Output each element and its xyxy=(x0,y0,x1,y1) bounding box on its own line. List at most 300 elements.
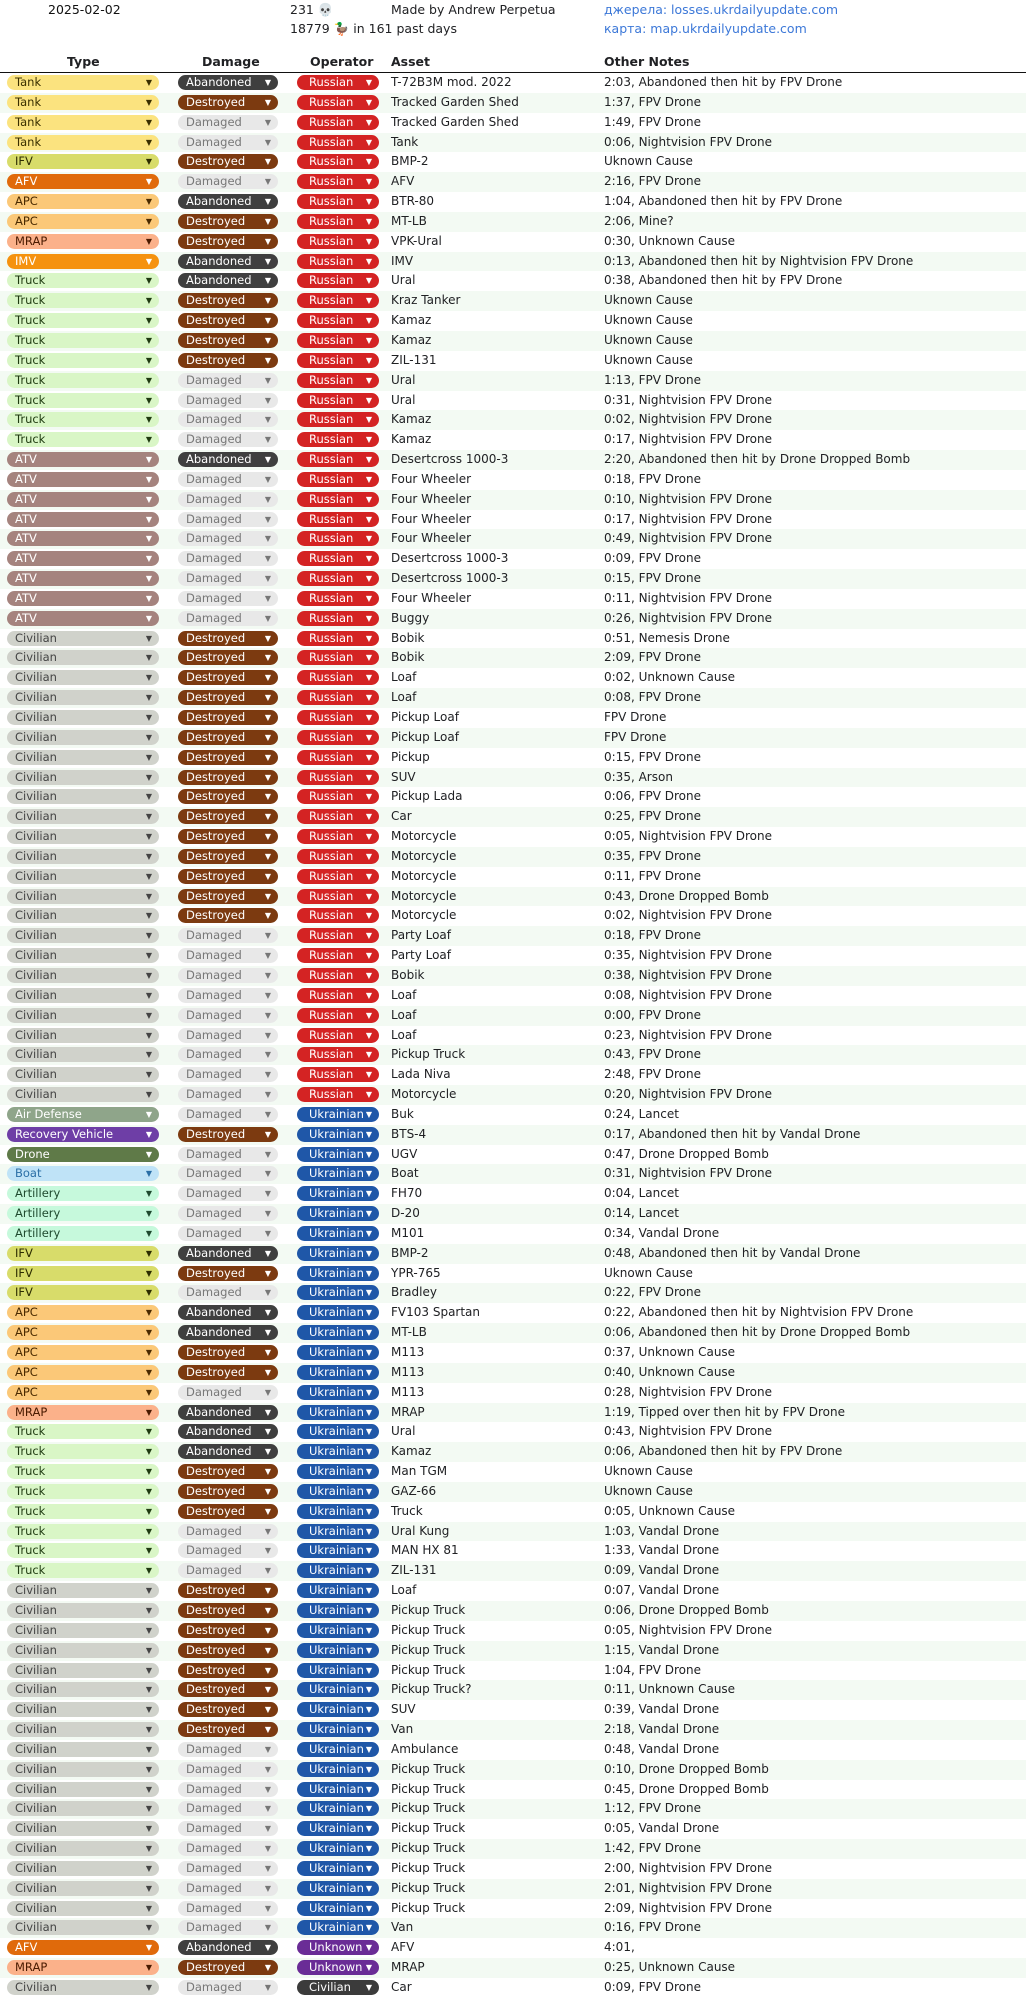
type-select[interactable] xyxy=(7,710,159,725)
damage-select[interactable] xyxy=(178,214,278,229)
operator-select[interactable] xyxy=(297,1127,379,1142)
damage-select[interactable] xyxy=(178,512,278,527)
damage-select[interactable] xyxy=(178,432,278,447)
damage-select[interactable] xyxy=(178,293,278,308)
operator-select[interactable] xyxy=(297,1563,379,1578)
damage-select[interactable] xyxy=(178,650,278,665)
operator-select[interactable] xyxy=(297,154,379,169)
operator-select[interactable] xyxy=(297,214,379,229)
operator-select[interactable] xyxy=(297,1980,379,1995)
type-select[interactable] xyxy=(7,194,159,209)
type-select[interactable] xyxy=(7,1067,159,1082)
operator-select[interactable] xyxy=(297,1325,379,1340)
operator-select[interactable] xyxy=(297,1543,379,1558)
type-select[interactable] xyxy=(7,313,159,328)
damage-select[interactable] xyxy=(178,1821,278,1836)
type-select[interactable] xyxy=(7,1901,159,1916)
damage-select[interactable] xyxy=(178,1543,278,1558)
operator-select[interactable] xyxy=(297,1047,379,1062)
operator-select[interactable] xyxy=(297,551,379,566)
operator-select[interactable] xyxy=(297,1801,379,1816)
column-header-operator[interactable]: Operator xyxy=(310,54,374,69)
type-select[interactable] xyxy=(7,1087,159,1102)
type-select[interactable] xyxy=(7,551,159,566)
operator-select[interactable] xyxy=(297,1603,379,1618)
damage-select[interactable] xyxy=(178,135,278,150)
operator-select[interactable] xyxy=(297,1365,379,1380)
type-select[interactable] xyxy=(7,1524,159,1539)
operator-select[interactable] xyxy=(297,948,379,963)
type-select[interactable] xyxy=(7,988,159,1003)
operator-select[interactable] xyxy=(297,353,379,368)
type-select[interactable] xyxy=(7,1603,159,1618)
operator-select[interactable] xyxy=(297,194,379,209)
damage-select[interactable] xyxy=(178,234,278,249)
operator-select[interactable] xyxy=(297,1583,379,1598)
damage-select[interactable] xyxy=(178,1345,278,1360)
damage-select[interactable] xyxy=(178,393,278,408)
operator-select[interactable] xyxy=(297,1722,379,1737)
damage-select[interactable] xyxy=(178,412,278,427)
type-select[interactable] xyxy=(7,531,159,546)
damage-select[interactable] xyxy=(178,1861,278,1876)
type-select[interactable] xyxy=(7,1424,159,1439)
type-select[interactable] xyxy=(7,1702,159,1717)
type-select[interactable] xyxy=(7,908,159,923)
operator-select[interactable] xyxy=(297,452,379,467)
type-select[interactable] xyxy=(7,1504,159,1519)
damage-select[interactable] xyxy=(178,1524,278,1539)
operator-select[interactable] xyxy=(297,1682,379,1697)
type-select[interactable] xyxy=(7,1127,159,1142)
operator-select[interactable] xyxy=(297,928,379,943)
type-select[interactable] xyxy=(7,1881,159,1896)
type-select[interactable] xyxy=(7,1405,159,1420)
operator-select[interactable] xyxy=(297,1147,379,1162)
damage-select[interactable] xyxy=(178,690,278,705)
type-select[interactable] xyxy=(7,1305,159,1320)
operator-select[interactable] xyxy=(297,1702,379,1717)
damage-select[interactable] xyxy=(178,908,278,923)
type-select[interactable] xyxy=(7,1186,159,1201)
operator-select[interactable] xyxy=(297,1028,379,1043)
damage-select[interactable] xyxy=(178,750,278,765)
type-select[interactable] xyxy=(7,1722,159,1737)
type-select[interactable] xyxy=(7,770,159,785)
operator-select[interactable] xyxy=(297,1881,379,1896)
operator-select[interactable] xyxy=(297,1524,379,1539)
type-select[interactable] xyxy=(7,889,159,904)
operator-select[interactable] xyxy=(297,829,379,844)
type-select[interactable] xyxy=(7,928,159,943)
column-header-damage[interactable]: Damage xyxy=(202,54,260,69)
type-select[interactable] xyxy=(7,1028,159,1043)
type-select[interactable] xyxy=(7,1206,159,1221)
type-select[interactable] xyxy=(7,611,159,626)
type-select[interactable] xyxy=(7,1861,159,1876)
operator-select[interactable] xyxy=(297,1464,379,1479)
type-select[interactable] xyxy=(7,115,159,130)
operator-select[interactable] xyxy=(297,1623,379,1638)
operator-select[interactable] xyxy=(297,393,379,408)
operator-select[interactable] xyxy=(297,1186,379,1201)
damage-select[interactable] xyxy=(178,1960,278,1975)
operator-select[interactable] xyxy=(297,1841,379,1856)
type-select[interactable] xyxy=(7,730,159,745)
type-select[interactable] xyxy=(7,1960,159,1975)
damage-select[interactable] xyxy=(178,1782,278,1797)
damage-select[interactable] xyxy=(178,928,278,943)
operator-select[interactable] xyxy=(297,115,379,130)
damage-select[interactable] xyxy=(178,849,278,864)
damage-select[interactable] xyxy=(178,492,278,507)
operator-select[interactable] xyxy=(297,531,379,546)
type-select[interactable] xyxy=(7,393,159,408)
type-select[interactable] xyxy=(7,1166,159,1181)
operator-select[interactable] xyxy=(297,412,379,427)
damage-select[interactable] xyxy=(178,869,278,884)
operator-select[interactable] xyxy=(297,472,379,487)
damage-select[interactable] xyxy=(178,373,278,388)
operator-select[interactable] xyxy=(297,1504,379,1519)
operator-select[interactable] xyxy=(297,1405,379,1420)
operator-select[interactable] xyxy=(297,670,379,685)
damage-select[interactable] xyxy=(178,333,278,348)
damage-select[interactable] xyxy=(178,829,278,844)
operator-select[interactable] xyxy=(297,611,379,626)
damage-select[interactable] xyxy=(178,670,278,685)
type-select[interactable] xyxy=(7,1801,159,1816)
operator-select[interactable] xyxy=(297,1484,379,1499)
type-select[interactable] xyxy=(7,829,159,844)
type-select[interactable] xyxy=(7,1107,159,1122)
type-select[interactable] xyxy=(7,591,159,606)
operator-select[interactable] xyxy=(297,988,379,1003)
operator-select[interactable] xyxy=(297,1385,379,1400)
operator-select[interactable] xyxy=(297,1643,379,1658)
type-select[interactable] xyxy=(7,849,159,864)
type-select[interactable] xyxy=(7,968,159,983)
type-select[interactable] xyxy=(7,1583,159,1598)
damage-select[interactable] xyxy=(178,273,278,288)
type-select[interactable] xyxy=(7,1226,159,1241)
damage-select[interactable] xyxy=(178,1266,278,1281)
operator-select[interactable] xyxy=(297,1285,379,1300)
operator-select[interactable] xyxy=(297,631,379,646)
operator-select[interactable] xyxy=(297,293,379,308)
type-select[interactable] xyxy=(7,1365,159,1380)
damage-select[interactable] xyxy=(178,1762,278,1777)
operator-select[interactable] xyxy=(297,75,379,90)
type-select[interactable] xyxy=(7,135,159,150)
type-select[interactable] xyxy=(7,333,159,348)
damage-select[interactable] xyxy=(178,194,278,209)
operator-select[interactable] xyxy=(297,1940,379,1955)
operator-select[interactable] xyxy=(297,710,379,725)
operator-select[interactable] xyxy=(297,789,379,804)
damage-select[interactable] xyxy=(178,1484,278,1499)
type-select[interactable] xyxy=(7,1762,159,1777)
operator-select[interactable] xyxy=(297,373,379,388)
operator-select[interactable] xyxy=(297,1226,379,1241)
type-select[interactable] xyxy=(7,293,159,308)
operator-select[interactable] xyxy=(297,591,379,606)
operator-select[interactable] xyxy=(297,1345,379,1360)
damage-select[interactable] xyxy=(178,1504,278,1519)
damage-select[interactable] xyxy=(178,948,278,963)
damage-select[interactable] xyxy=(178,710,278,725)
operator-select[interactable] xyxy=(297,1742,379,1757)
operator-select[interactable] xyxy=(297,254,379,269)
damage-select[interactable] xyxy=(178,1405,278,1420)
operator-select[interactable] xyxy=(297,889,379,904)
damage-select[interactable] xyxy=(178,1028,278,1043)
damage-select[interactable] xyxy=(178,1087,278,1102)
type-select[interactable] xyxy=(7,254,159,269)
type-select[interactable] xyxy=(7,1543,159,1558)
type-select[interactable] xyxy=(7,273,159,288)
type-select[interactable] xyxy=(7,948,159,963)
damage-select[interactable] xyxy=(178,611,278,626)
damage-select[interactable] xyxy=(178,1107,278,1122)
type-select[interactable] xyxy=(7,809,159,824)
type-select[interactable] xyxy=(7,1325,159,1340)
damage-select[interactable] xyxy=(178,1801,278,1816)
type-select[interactable] xyxy=(7,1682,159,1697)
type-select[interactable] xyxy=(7,95,159,110)
type-select[interactable] xyxy=(7,154,159,169)
operator-select[interactable] xyxy=(297,968,379,983)
damage-select[interactable] xyxy=(178,1623,278,1638)
damage-select[interactable] xyxy=(178,1940,278,1955)
operator-select[interactable] xyxy=(297,1444,379,1459)
operator-select[interactable] xyxy=(297,1166,379,1181)
damage-select[interactable] xyxy=(178,1643,278,1658)
operator-select[interactable] xyxy=(297,571,379,586)
type-select[interactable] xyxy=(7,1940,159,1955)
operator-select[interactable] xyxy=(297,908,379,923)
operator-select[interactable] xyxy=(297,809,379,824)
type-select[interactable] xyxy=(7,1345,159,1360)
type-select[interactable] xyxy=(7,373,159,388)
operator-select[interactable] xyxy=(297,1960,379,1975)
damage-select[interactable] xyxy=(178,75,278,90)
column-header-type[interactable]: Type xyxy=(67,54,100,69)
damage-select[interactable] xyxy=(178,1722,278,1737)
type-select[interactable] xyxy=(7,452,159,467)
damage-select[interactable] xyxy=(178,1226,278,1241)
operator-select[interactable] xyxy=(297,1087,379,1102)
damage-select[interactable] xyxy=(178,1901,278,1916)
operator-select[interactable] xyxy=(297,1861,379,1876)
damage-select[interactable] xyxy=(178,1920,278,1935)
asset-cell: Loaf xyxy=(391,987,417,1002)
damage-select[interactable] xyxy=(178,1702,278,1717)
type-select[interactable] xyxy=(7,234,159,249)
damage-select[interactable] xyxy=(178,472,278,487)
damage-select[interactable] xyxy=(178,1127,278,1142)
damage-select[interactable] xyxy=(178,591,278,606)
damage-select[interactable] xyxy=(178,1563,278,1578)
damage-select[interactable] xyxy=(178,1682,278,1697)
operator-select[interactable] xyxy=(297,1663,379,1678)
type-select[interactable] xyxy=(7,1008,159,1023)
type-select[interactable] xyxy=(7,1643,159,1658)
type-select[interactable] xyxy=(7,472,159,487)
damage-select[interactable] xyxy=(178,571,278,586)
operator-select[interactable] xyxy=(297,770,379,785)
damage-select[interactable] xyxy=(178,1424,278,1439)
type-select[interactable] xyxy=(7,650,159,665)
damage-select[interactable] xyxy=(178,889,278,904)
operator-select[interactable] xyxy=(297,135,379,150)
operator-select[interactable] xyxy=(297,1762,379,1777)
type-select[interactable] xyxy=(7,750,159,765)
type-select[interactable] xyxy=(7,1285,159,1300)
operator-select[interactable] xyxy=(297,730,379,745)
type-select[interactable] xyxy=(7,1563,159,1578)
type-select[interactable] xyxy=(7,214,159,229)
operator-select[interactable] xyxy=(297,1920,379,1935)
damage-select[interactable] xyxy=(178,95,278,110)
damage-select[interactable] xyxy=(178,1444,278,1459)
type-select[interactable] xyxy=(7,1782,159,1797)
damage-select[interactable] xyxy=(178,1008,278,1023)
operator-select[interactable] xyxy=(297,650,379,665)
table-row xyxy=(0,1621,1026,1641)
operator-select[interactable] xyxy=(297,1782,379,1797)
operator-select[interactable] xyxy=(297,1821,379,1836)
type-select[interactable] xyxy=(7,353,159,368)
operator-select[interactable] xyxy=(297,1246,379,1261)
damage-select[interactable] xyxy=(178,1385,278,1400)
type-select[interactable] xyxy=(7,1147,159,1162)
type-select[interactable] xyxy=(7,432,159,447)
type-select[interactable] xyxy=(7,75,159,90)
type-select[interactable] xyxy=(7,1484,159,1499)
type-select[interactable] xyxy=(7,789,159,804)
column-header-notes[interactable]: Other Notes xyxy=(604,54,690,69)
damage-select[interactable] xyxy=(178,115,278,130)
type-select[interactable] xyxy=(7,869,159,884)
operator-select[interactable] xyxy=(297,1107,379,1122)
operator-select[interactable] xyxy=(297,174,379,189)
type-select[interactable] xyxy=(7,174,159,189)
damage-select[interactable] xyxy=(178,154,278,169)
operator-select[interactable] xyxy=(297,1008,379,1023)
type-select[interactable] xyxy=(7,670,159,685)
type-select[interactable] xyxy=(7,1920,159,1935)
damage-select[interactable] xyxy=(178,254,278,269)
type-select[interactable] xyxy=(7,492,159,507)
type-select[interactable] xyxy=(7,1047,159,1062)
map-link[interactable]: карта: map.ukrdailyupdate.com xyxy=(604,21,807,36)
type-select[interactable] xyxy=(7,1821,159,1836)
type-select[interactable] xyxy=(7,1663,159,1678)
type-select[interactable] xyxy=(7,1623,159,1638)
operator-select[interactable] xyxy=(297,333,379,348)
damage-select[interactable] xyxy=(178,551,278,566)
operator-select[interactable] xyxy=(297,869,379,884)
type-select[interactable] xyxy=(7,1841,159,1856)
damage-select[interactable] xyxy=(178,1285,278,1300)
operator-select[interactable] xyxy=(297,432,379,447)
damage-select[interactable] xyxy=(178,988,278,1003)
damage-select[interactable] xyxy=(178,1583,278,1598)
type-select[interactable] xyxy=(7,631,159,646)
operator-select[interactable] xyxy=(297,234,379,249)
operator-select[interactable] xyxy=(297,1206,379,1221)
damage-select[interactable] xyxy=(178,1464,278,1479)
type-select[interactable] xyxy=(7,412,159,427)
operator-select[interactable] xyxy=(297,273,379,288)
operator-select[interactable] xyxy=(297,1067,379,1082)
damage-select[interactable] xyxy=(178,313,278,328)
type-select[interactable] xyxy=(7,1385,159,1400)
damage-select[interactable] xyxy=(178,452,278,467)
damage-select[interactable] xyxy=(178,1206,278,1221)
operator-select[interactable] xyxy=(297,1305,379,1320)
damage-select[interactable] xyxy=(178,353,278,368)
type-select[interactable] xyxy=(7,1742,159,1757)
damage-select[interactable] xyxy=(178,1047,278,1062)
damage-select[interactable] xyxy=(178,1186,278,1201)
damage-select[interactable] xyxy=(178,1841,278,1856)
damage-select[interactable] xyxy=(178,174,278,189)
type-select[interactable] xyxy=(7,690,159,705)
damage-select[interactable] xyxy=(178,968,278,983)
damage-select[interactable] xyxy=(178,789,278,804)
operator-select[interactable] xyxy=(297,492,379,507)
damage-select[interactable] xyxy=(178,730,278,745)
operator-select[interactable] xyxy=(297,750,379,765)
damage-select[interactable] xyxy=(178,1246,278,1261)
damage-select[interactable] xyxy=(178,770,278,785)
type-select[interactable] xyxy=(7,571,159,586)
damage-select[interactable] xyxy=(178,1166,278,1181)
type-select[interactable] xyxy=(7,1266,159,1281)
operator-select[interactable] xyxy=(297,1266,379,1281)
operator-select[interactable] xyxy=(297,690,379,705)
damage-select[interactable] xyxy=(178,1980,278,1995)
type-select[interactable] xyxy=(7,1980,159,1995)
sources-link[interactable]: джерела: losses.ukrdailyupdate.com xyxy=(604,2,839,17)
operator-select[interactable] xyxy=(297,95,379,110)
damage-select[interactable] xyxy=(178,1325,278,1340)
operator-select[interactable] xyxy=(297,1424,379,1439)
operator-select[interactable] xyxy=(297,313,379,328)
damage-select[interactable] xyxy=(178,1067,278,1082)
damage-select[interactable] xyxy=(178,531,278,546)
type-select[interactable] xyxy=(7,1444,159,1459)
type-select[interactable] xyxy=(7,1246,159,1261)
operator-select[interactable] xyxy=(297,512,379,527)
damage-select[interactable] xyxy=(178,809,278,824)
damage-select[interactable] xyxy=(178,631,278,646)
damage-select[interactable] xyxy=(178,1881,278,1896)
damage-select[interactable] xyxy=(178,1365,278,1380)
operator-select[interactable] xyxy=(297,849,379,864)
column-header-asset[interactable]: Asset xyxy=(391,54,431,69)
damage-select[interactable] xyxy=(178,1305,278,1320)
operator-select[interactable] xyxy=(297,1901,379,1916)
damage-select[interactable] xyxy=(178,1603,278,1618)
type-select[interactable] xyxy=(7,1464,159,1479)
damage-select[interactable] xyxy=(178,1663,278,1678)
type-select[interactable] xyxy=(7,512,159,527)
damage-select[interactable] xyxy=(178,1147,278,1162)
damage-select[interactable] xyxy=(178,1742,278,1757)
